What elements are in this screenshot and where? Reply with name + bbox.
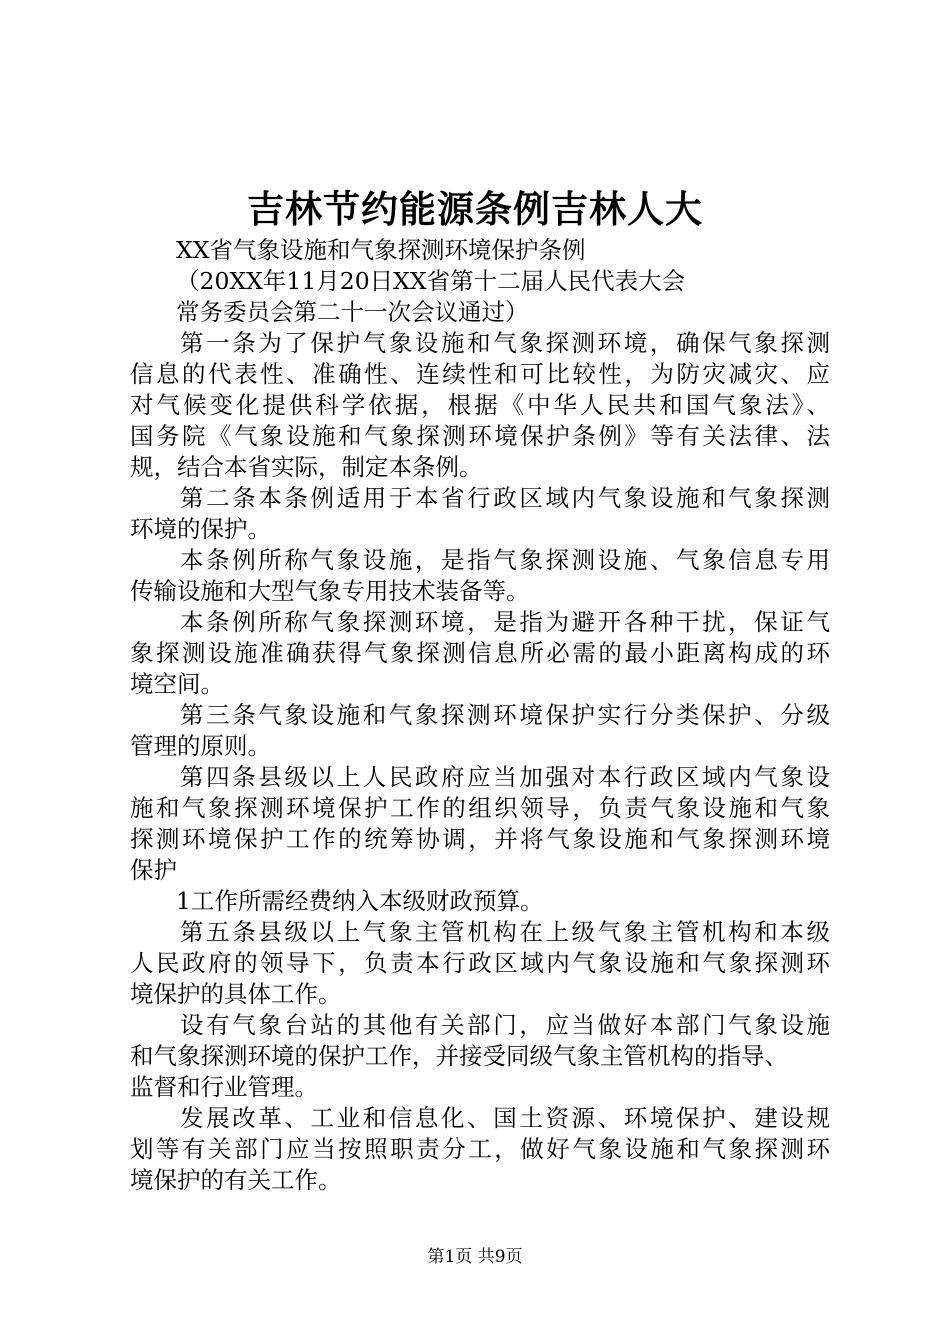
document-body [130,235,830,1196]
paragraph-line: 本条例所称气象设施，是指气象探测设施、气象信息专用 [180,546,830,574]
paragraph-line: 境保护的有关工作。 [130,1166,342,1194]
paragraph-line: 第四条县级以上人民政府应当加强对本行政区域内气象设 [180,763,830,791]
paragraph-line: 管理的原则。 [130,732,271,760]
subtitle-line: 常务委员会第二十一次会议通过） [176,298,529,326]
paragraph-line: 人民政府的领导下，负责本行政区域内气象设施和气象探测环 [130,949,830,977]
paragraph-line: 本条例所称气象探测环境，是指为避开各种干扰，保证气 [180,608,830,636]
paragraph-line: 第二条本条例适用于本省行政区域内气象设施和气象探测 [180,484,830,512]
paragraph-line: 传输设施和大型气象专用技术装备等。 [130,577,530,605]
paragraph-line: 信息的代表性、准确性、连续性和可比较性，为防灾减灾、应 [130,360,830,388]
subtitle-line: （20XX年11月20日XX省第十二届人民代表大会 [176,267,686,295]
paragraph-line: 规，结合本省实际，制定本条例。 [130,453,483,481]
paragraph-line: 对气候变化提供科学依据，根据《中华人民共和国气象法》、 [130,391,830,419]
paragraph-line: 第一条为了保护气象设施和气象探测环境，确保气象探测 [180,329,830,357]
paragraph-line: 监督和行业管理。 [130,1073,318,1101]
paragraph-line: 发展改革、工业和信息化、国土资源、环境保护、建设规 [180,1104,830,1132]
paragraph-line: 象探测设施准确获得气象探测信息所必需的最小距离构成的环 [130,639,830,667]
paragraph-line: 1工作所需经费纳入本级财政预算。 [176,887,544,915]
paragraph-line: 第五条县级以上气象主管机构在上级气象主管机构和本级 [180,918,830,946]
paragraph-line: 环境的保护。 [130,515,271,543]
paragraph-line: 境保护的具体工作。 [130,980,342,1008]
paragraph-line: 施和气象探测环境保护工作的组织领导，负责气象设施和气象 [130,794,830,822]
paragraph-line: 划等有关部门应当按照职责分工，做好气象设施和气象探测环 [130,1135,830,1163]
subtitle-line: XX省气象设施和气象探测环境保护条例 [176,236,586,264]
document-title: 吉林节约能源条例吉林人大 [247,188,703,231]
page-number-footer: 第1页 共9页 [427,1247,523,1267]
paragraph-line: 国务院《气象设施和气象探测环境保护条例》等有关法律、法 [130,422,830,450]
paragraph-line: 第三条气象设施和气象探测环境保护实行分类保护、分级 [180,701,830,729]
paragraph-line: 探测环境保护工作的统筹协调，并将气象设施和气象探测环境 [130,825,830,853]
paragraph-line: 保护 [130,856,177,884]
paragraph-line: 境空间。 [130,670,224,698]
paragraph-line: 设有气象台站的其他有关部门，应当做好本部门气象设施 [180,1011,830,1039]
paragraph-line: 和气象探测环境的保护工作，并接受同级气象主管机构的指导、 [130,1042,788,1070]
